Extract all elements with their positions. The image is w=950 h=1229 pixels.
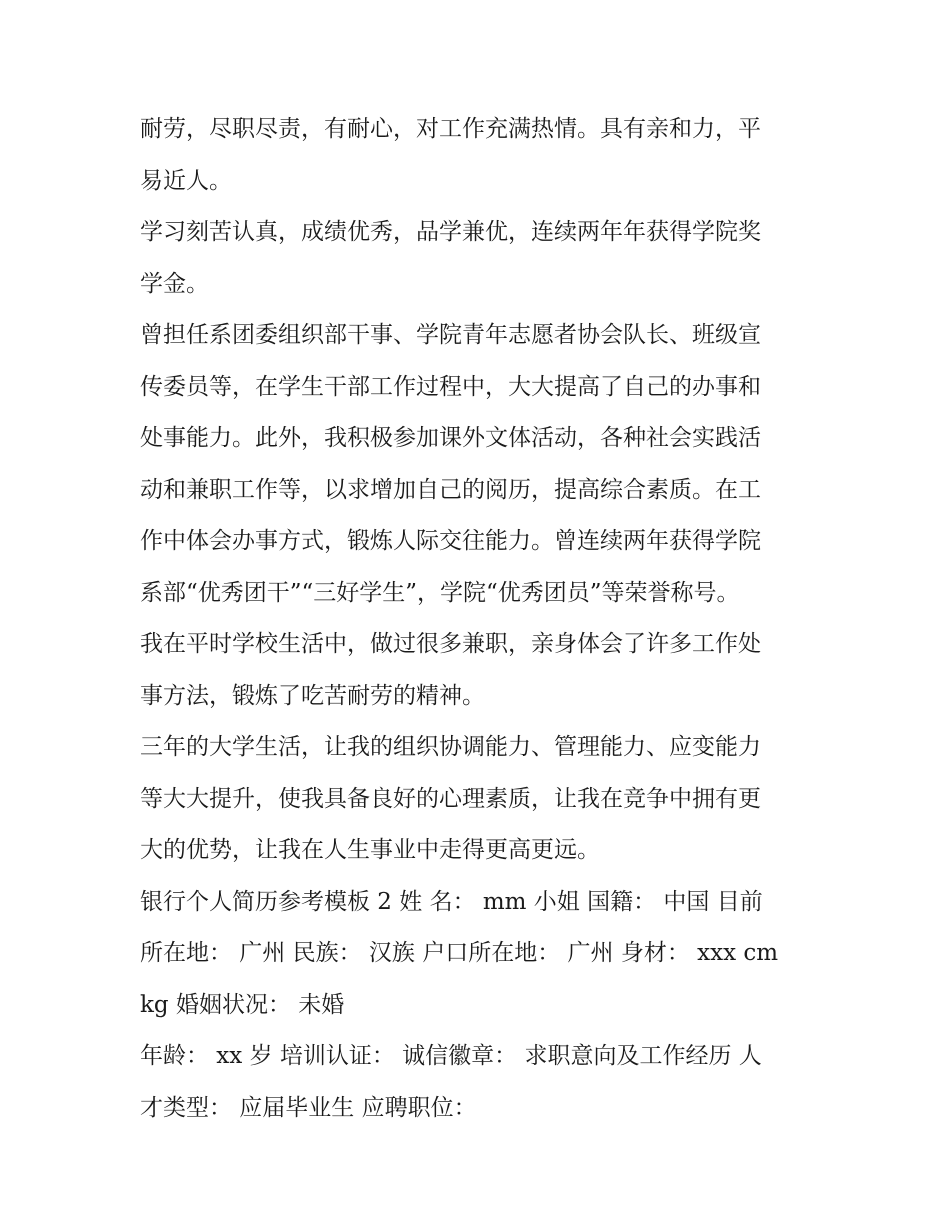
text-line-4: 学金。 xyxy=(140,270,209,297)
text-line-9: 作中体会办事方式，锻炼人际交往能力。曾连续两年获得学院 xyxy=(140,528,761,554)
text-line-13: 三年的大学生活，让我的组织协调能力、管理能力、应变能力 xyxy=(140,734,761,760)
text-line-7: 处事能力。此外，我积极参加课外文体活动，各种社会实践活 xyxy=(140,425,761,451)
text-line-15: 大的优势，让我在人生事业中走得更高更远。 xyxy=(140,837,600,863)
text-line-16: 银行个人简历参考模板 2 姓 名： mm 小姐 国籍： 中国 目前 xyxy=(140,888,763,915)
text-line-11: 我在平时学校生活中，做过很多兼职，亲身体会了许多工作处 xyxy=(140,631,761,657)
text-line-8: 动和兼职工作等，以求增加自己的阅历，提高综合素质。在工 xyxy=(140,476,761,503)
text-line-1: 耐劳，尽职尽责，有耐心，对工作充满热情。具有亲和力，平 xyxy=(140,116,761,142)
text-line-6: 传委员等，在学生干部工作过程中，大大提高了自己的办事和 xyxy=(140,373,761,400)
document-body xyxy=(140,104,810,1134)
text-line-18: kg 婚姻状况： 未婚 xyxy=(140,991,345,1018)
text-line-5: 曾担任系团委组织部干事、学院青年志愿者协会队长、班级宣 xyxy=(140,322,761,348)
text-line-12: 事方法，锻炼了吃苦耐劳的精神。 xyxy=(140,682,485,709)
text-line-3: 学习刻苦认真，成绩优秀，品学兼优，连续两年年获得学院奖 xyxy=(140,219,761,245)
text-line-20: 才类型： 应届毕业生 应聘职位： xyxy=(140,1094,477,1121)
text-line-10: 系部“优秀团干”“三好学生”，学院“优秀团员”等荣誉称号。 xyxy=(140,579,740,606)
text-line-14: 等大大提升，使我具备良好的心理素质，让我在竞争中拥有更 xyxy=(140,785,761,812)
text-line-19: 年龄： xx 岁 培训认证： 诚信徽章： 求职意向及工作经历 人 xyxy=(140,1043,762,1069)
text-line-17: 所在地： 广州 民族： 汉族 户口所在地： 广州 身材： xxx cm xyxy=(140,940,779,966)
text-line-2: 易近人。 xyxy=(140,167,232,194)
